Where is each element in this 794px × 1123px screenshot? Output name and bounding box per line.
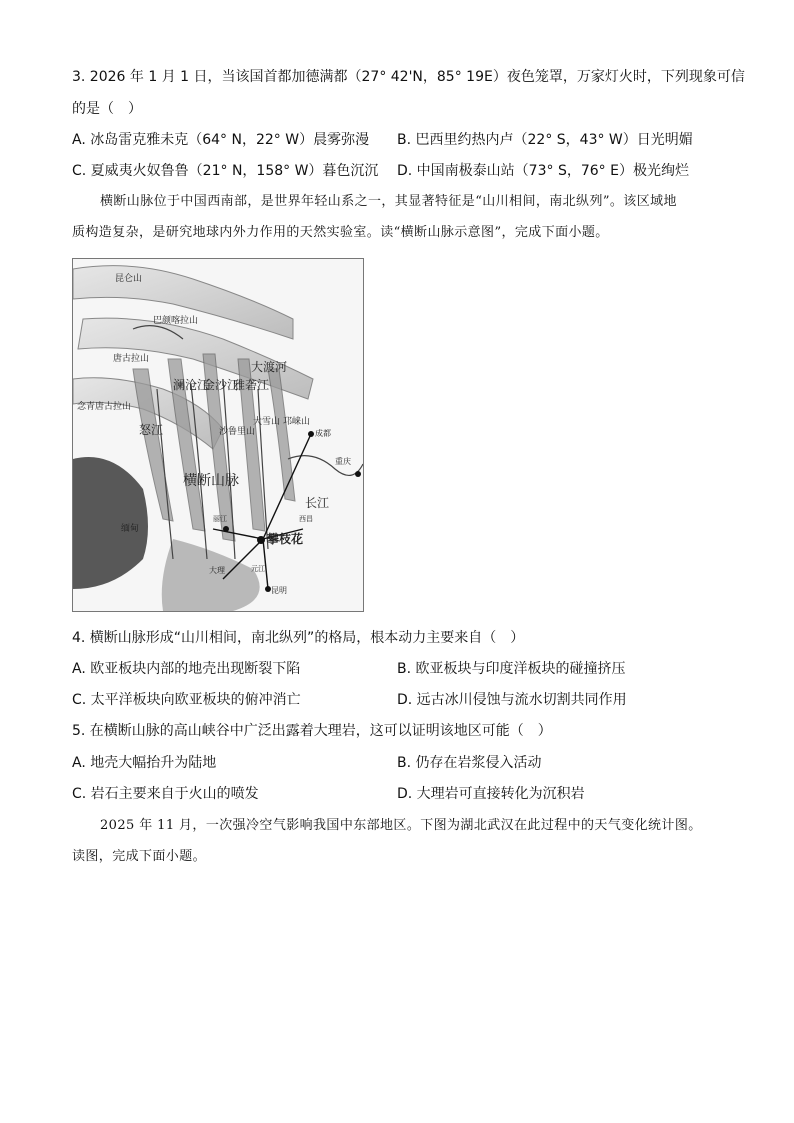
q4-option-d: D. 远古冰川侵蚀与流水切割共同作用: [397, 692, 627, 708]
label-hengduan: 横断山脉: [183, 473, 239, 489]
q4-option-b: B. 欧亚板块与印度洋板块的碰撞挤压: [397, 661, 626, 677]
q5-option-a: A. 地壳大幅抬升为陆地: [72, 755, 217, 771]
label-yalong: 雅砻江: [233, 378, 270, 392]
label-daxue: 大雪山: [253, 417, 281, 427]
label-nianqing: 念青唐古拉山: [77, 402, 132, 412]
label-panzhihua: 攀枝花: [267, 532, 304, 546]
q5-option-c: C. 岩石主要来自于火山的喷发: [72, 786, 259, 802]
label-kunming: 昆明: [271, 586, 287, 595]
label-mianning: 缅甸: [121, 524, 140, 534]
label-changjiang: 长江: [305, 496, 330, 510]
label-shaluli: 沙鲁里山: [219, 427, 256, 437]
label-jinsha: 金沙江: [203, 378, 240, 392]
label-lancang: 澜沧江: [173, 378, 210, 392]
q5-option-d: D. 大理岩可直接转化为沉积岩: [397, 786, 585, 802]
label-chengdu: 成都: [315, 429, 331, 438]
intro1-line1: 横断山脉位于中国西南部，是世界年轻山系之一，其显著特征是“山川相间，南北纵列”。该区域地: [100, 194, 677, 209]
label-dadu: 大渡河: [251, 360, 288, 374]
q4-stem: 4. 横断山脉形成“山川相间，南北纵列”的格局，根本动力主要来自（ ）: [72, 630, 525, 646]
q4-option-a: A. 欧亚板块内部的地壳出现断裂下陷: [72, 661, 301, 677]
label-chongqing: 重庆: [335, 457, 351, 466]
q3-option-a: A. 冰岛雷克雅未克（64° N，22° W）晨雾弥漫: [72, 132, 370, 148]
intro2-line1: 2025 年 11 月，一次强冷空气影响我国中东部地区。下图为湖北武汉在此过程中的天气变化统计图。: [100, 818, 702, 833]
q3-option-d: D. 中国南极泰山站（73° S，76° E）极光绚烂: [397, 163, 689, 179]
label-bayankala: 巴颜喀拉山: [153, 316, 199, 326]
q4-option-c: C. 太平洋板块向欧亚板块的俯冲消亡: [72, 692, 301, 708]
q5-stem: 5. 在横断山脉的高山峡谷中广泛出露着大理岩，这可以证明该地区可能（ ）: [72, 723, 552, 739]
intro2-line2: 读图，完成下面小题。: [72, 849, 207, 864]
label-yuanjiang: 元江: [251, 565, 265, 573]
q3-option-b: B. 巴西里约热内卢（22° S，43° W）日光明媚: [397, 132, 693, 148]
hengduan-map-image: [73, 259, 363, 611]
label-kunlun: 昆仑山: [115, 274, 143, 284]
label-xichang: 西昌: [299, 515, 313, 523]
label-qionglai: 邛崃山: [283, 417, 311, 427]
label-dali: 大理: [209, 566, 225, 575]
label-nujiang: 怒江: [139, 423, 164, 437]
q3-option-c: C. 夏威夷火奴鲁鲁（21° N，158° W）暮色沉沉: [72, 163, 379, 179]
hengduan-map: [72, 258, 364, 612]
label-tanggula: 唐古拉山: [113, 354, 150, 364]
q3-stem-line1: 3. 2026 年 1 月 1 日，当该国首都加德满都（27° 42'N，85° 19E）夜色笼罩，万家灯火时，下列现象可信: [72, 69, 745, 85]
label-lijiang: 丽江: [213, 515, 227, 523]
q5-option-b: B. 仍存在岩浆侵入活动: [397, 755, 542, 771]
intro1-line2: 质构造复杂，是研究地球内外力作用的天然实验室。读“横断山脉示意图”，完成下面小题。: [72, 225, 609, 240]
q3-stem-line2: 的是（ ）: [72, 101, 142, 117]
